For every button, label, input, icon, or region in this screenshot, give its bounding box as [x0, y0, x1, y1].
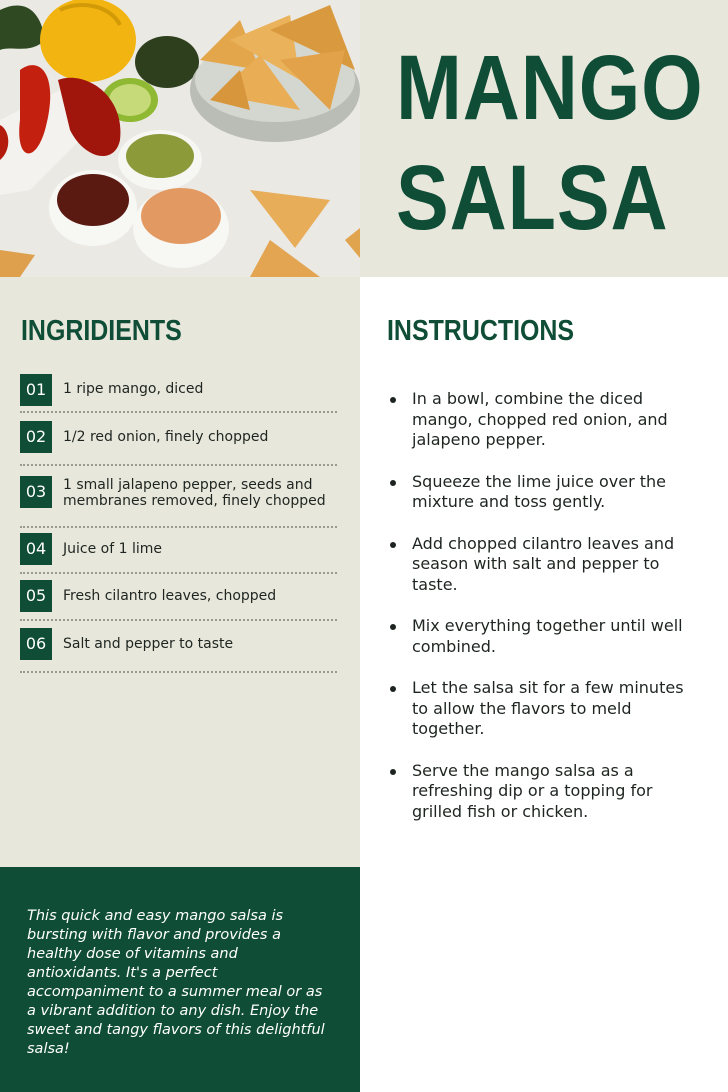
ingredient-row: [20, 476, 337, 528]
ingredient-number: 05: [20, 580, 52, 612]
instructions-list: [388, 389, 688, 843]
ingredient-row: [20, 628, 337, 673]
summary-text: This quick and easy mango salsa is bursting with flavor and provides a healthy dose of vitamins and antioxidants. It's a perfect accompaniment to a summer meal or as a vibrant addition to any dish. Enjoy the sweet and tangy flavors of this delightful salsa!: [27, 908, 325, 1057]
ingredient-text: 1 small jalapeno pepper, seeds and membranes removed, finely chopped: [63, 477, 326, 509]
title-line-1: MANGO: [396, 37, 704, 139]
title-panel: [360, 0, 728, 277]
instruction-step: [388, 678, 688, 740]
instruction-text: Serve the mango salsa as a refreshing dip or a topping for grilled fish or chicken.: [412, 760, 653, 821]
ingredient-row: [20, 580, 337, 621]
ingredient-text: 1/2 red onion, finely chopped: [63, 429, 269, 445]
instruction-text: Add chopped cilantro leaves and season with salt and pepper to taste.: [412, 533, 675, 594]
chips-and-salsa-illustration: [0, 0, 360, 277]
bullet-icon: [390, 769, 396, 775]
ingredient-text: Salt and pepper to taste: [63, 636, 234, 652]
instruction-text: Squeeze the lime juice over the mixture and toss gently.: [412, 471, 666, 511]
title-line-2: SALSA: [396, 147, 669, 249]
ingredient-number: 02: [20, 421, 52, 453]
summary-panel: [0, 867, 360, 1092]
bullet-icon: [390, 397, 396, 403]
instruction-step: [388, 761, 688, 823]
ingredients-heading: INGRIDIENTS: [21, 315, 182, 347]
ingredient-number: 04: [20, 533, 52, 565]
ingredient-row: [20, 374, 337, 413]
ingredient-text: Fresh cilantro leaves, chopped: [63, 588, 277, 604]
ingredient-number: 06: [20, 628, 52, 660]
instruction-text: In a bowl, combine the diced mango, chopped red onion, and jalapeno pepper.: [412, 389, 668, 449]
bullet-icon: [390, 624, 396, 630]
ingredient-number: 03: [20, 476, 52, 508]
instruction-text: Mix everything together until well combined.: [412, 616, 683, 656]
instruction-step: [388, 534, 688, 596]
food-photo: [0, 0, 360, 277]
instruction-step: [388, 472, 688, 513]
instruction-text: Let the salsa sit for a few minutes to allow the flavors to meld together.: [412, 678, 684, 738]
bullet-icon: [390, 686, 396, 692]
ingredient-text: 1 ripe mango, diced: [63, 381, 204, 397]
bullet-icon: [390, 480, 396, 486]
ingredients-panel: [0, 277, 360, 867]
ingredient-text: Juice of 1 lime: [63, 541, 162, 557]
ingredient-number: 01: [20, 374, 52, 406]
instructions-panel: [360, 277, 728, 1092]
ingredient-row: [20, 421, 337, 466]
bullet-icon: [390, 542, 396, 548]
instruction-step: [388, 616, 688, 657]
instruction-step: [388, 389, 688, 451]
instructions-heading: INSTRUCTIONS: [387, 315, 575, 347]
ingredient-row: [20, 533, 337, 574]
